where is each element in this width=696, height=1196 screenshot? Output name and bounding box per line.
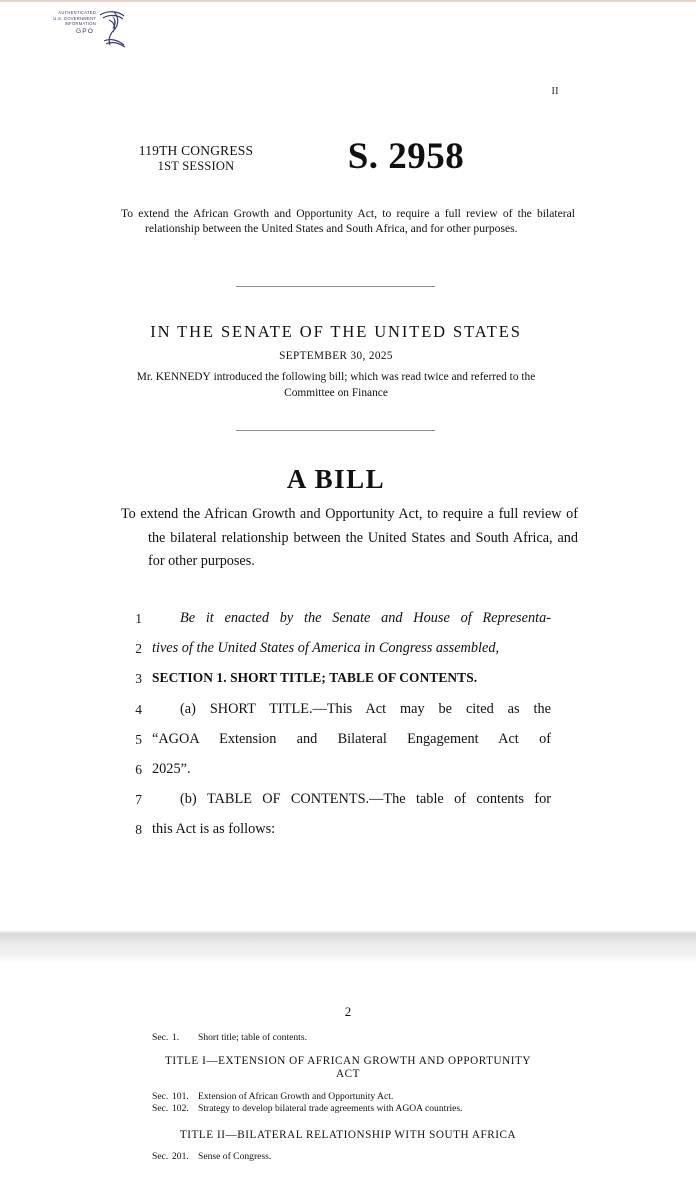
bill-line [121, 819, 551, 849]
seal-line-information: INFORMATION [64, 21, 96, 27]
divider-rule-top [236, 286, 435, 287]
toc-title-line: TITLE I—EXTENSION OF AFRICAN GROWTH AND OPPORTUNITY [164, 1054, 532, 1067]
toc-entry-title: Short title; table of contents. [198, 1032, 307, 1043]
line-number: 2 [135, 641, 142, 657]
seal-agency-label: GPO [76, 27, 94, 35]
page-mark-roman [0, 85, 696, 97]
chamber-heading: IN THE SENATE OF THE UNITED STATES [150, 322, 522, 341]
line-text: SECTION 1. SHORT TITLE; TABLE OF CONTENTS. [152, 670, 478, 686]
line-number: 6 [135, 761, 142, 777]
bill-line [121, 668, 551, 698]
line-text: tives of the United States of America in Congress assembled, [152, 640, 500, 657]
toc-entry-title: Extension of African Growth and Opportunity Act. [198, 1090, 394, 1102]
toc-entry-label: Sec. [152, 1103, 169, 1115]
bill-line [121, 789, 551, 819]
session-number: 1ST SESSION [157, 158, 235, 173]
seal-line-authenticated: AUTHENTICATED [58, 10, 96, 15]
bill-header-row [121, 136, 551, 191]
line-number: 3 [135, 671, 142, 687]
sponsor-suffix: introduced the following bill; which was read twice and referred to the Committee on Finance [210, 371, 536, 399]
toc-entry-label: Sec. [152, 1090, 169, 1102]
bill-summary [121, 206, 575, 236]
eagle-logo-icon [94, 8, 128, 48]
toc-entry-label: Sec. [152, 1151, 169, 1163]
sponsor-statement [121, 370, 551, 401]
seal-line-government: U.S. GOVERNMENT [53, 15, 96, 21]
bill-summary-text: To extend the African Growth and Opportunity Act, to require a full review of the bilateral relationship between the United States and South Africa, and for other purposes. [121, 207, 575, 236]
line-number: 5 [135, 731, 142, 747]
line-text: this Act is as follows: [152, 821, 276, 838]
introduction-date: SEPTEMBER 30, 2025 [279, 350, 393, 362]
line-number: 4 [135, 701, 142, 717]
toc-entry[interactable] [152, 1103, 552, 1116]
bill-line [121, 729, 551, 759]
bill-line [121, 638, 551, 668]
congress-number: 119TH CONGRESS [138, 143, 254, 158]
sponsor-name: KENNEDY [155, 371, 211, 383]
line-text: Be it enacted by the Senate and House of Representa- [180, 610, 551, 626]
document-page-1 [0, 2, 696, 932]
toc-entry-title: Strategy to develop bilateral trade agreements with AGOA countries. [198, 1103, 463, 1115]
bill-heading: A BILL [286, 464, 386, 494]
line-text: 2025”. [152, 760, 191, 777]
line-number: 1 [135, 611, 142, 626]
toc-entry[interactable] [152, 1032, 552, 1045]
line-text: (a) SHORT TITLE.—This Act may be cited as the [180, 700, 552, 717]
bill-number: S. 2958 [347, 136, 465, 177]
divider-rule-bottom [236, 430, 435, 431]
page-number: 2 [344, 1004, 352, 1019]
line-text: “AGOA Extension and Bilateral Engagement Act of [152, 730, 551, 747]
toc-title-heading [0, 1055, 696, 1082]
toc-entry-title: Sense of Congress. [198, 1151, 272, 1163]
line-number: 7 [135, 792, 142, 808]
toc-entry-number: 1. [172, 1032, 180, 1043]
bill-line [121, 699, 551, 729]
toc-entry-number: 201. [172, 1151, 189, 1163]
toc-title-heading: TITLE II—BILATERAL RELATIONSHIP WITH SOUTH AFRICA [179, 1128, 517, 1141]
bill-preamble [121, 503, 578, 574]
toc-entry-label: Sec. [152, 1032, 169, 1043]
toc-title-line: ACT [335, 1068, 361, 1081]
toc-entry-number: 101. [172, 1090, 189, 1102]
line-text: (b) TABLE OF CONTENTS.—The table of contents for [180, 791, 551, 808]
congress-session-block [121, 143, 271, 174]
bill-line [121, 759, 551, 789]
toc-entry-number: 102. [172, 1103, 189, 1115]
page-separator-gap [0, 930, 696, 962]
page-mark-value: II [551, 85, 559, 97]
sponsor-prefix: Mr. [136, 371, 156, 383]
bill-preamble-text: To extend the African Growth and Opportunity Act, to require a full review of the bilateral relationship between the United States and South Africa, and for other purposes. [121, 506, 578, 569]
table-of-contents [0, 1032, 696, 1164]
bill-line [121, 608, 551, 638]
line-number: 8 [135, 822, 142, 838]
toc-entry[interactable] [152, 1151, 552, 1164]
bill-body-lines [121, 608, 551, 850]
gpo-authentication-seal [32, 8, 124, 48]
seal-text-block [34, 10, 96, 27]
toc-entry[interactable] [152, 1091, 552, 1104]
